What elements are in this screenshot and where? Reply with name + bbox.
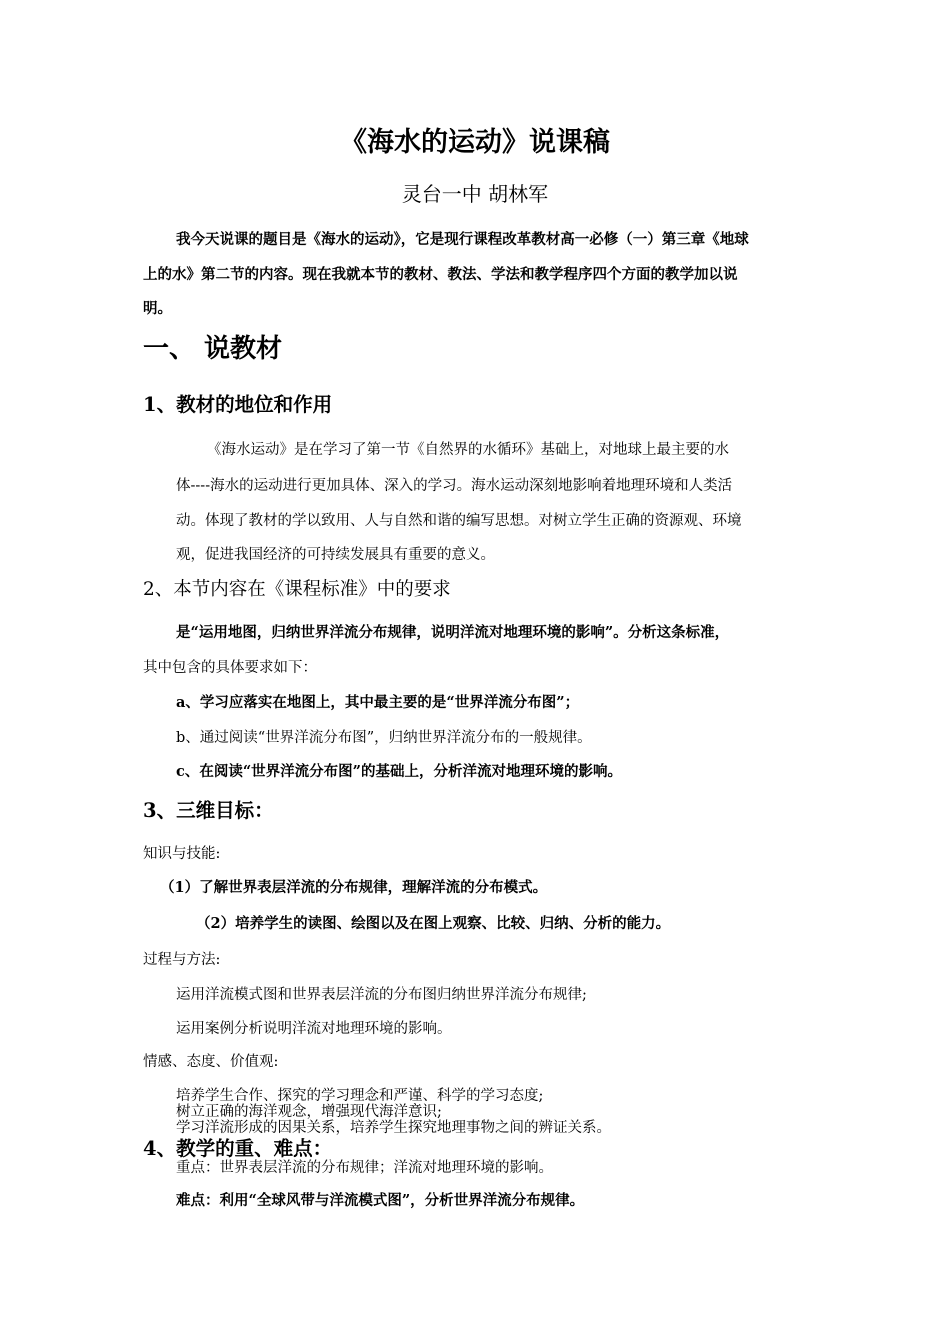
- goal-label: 情感、态度、价值观:: [143, 1054, 279, 1070]
- intro-line: 明。: [143, 300, 172, 317]
- paragraph-line: 其中包含的具体要求如下：: [143, 660, 317, 676]
- list-item: a、学习应落实在地图上，其中最主要的是“世界洋流分布图”；: [176, 694, 580, 711]
- paragraph-line: 观，促进我国经济的可持续发展具有重要的意义。: [176, 547, 495, 563]
- goal-item: 运用洋流模式图和世界表层洋流的分布图归纳世界洋流分布规律;: [176, 987, 587, 1003]
- subsection-heading: 3、三维目标：: [143, 799, 274, 822]
- list-item: c、在阅读“世界洋流分布图”的基础上，分析洋流对地理环境的影响。: [176, 763, 623, 780]
- difficult-point: 难点：利用“全球风带与洋流模式图”，分析世界洋流分布规律。: [176, 1192, 585, 1209]
- paragraph-line: 《海水运动》是在学习了第一节《自然界的水循环》基础上，对地球上最主要的水: [207, 442, 729, 458]
- subsection-heading: 2、本节内容在《课程标准》中的要求: [143, 579, 451, 600]
- paragraph-line: 动。体现了教材的学以致用、人与自然和谐的编写思想。对树立学生正确的资源观、环境: [176, 513, 742, 529]
- goal-item: 树立正确的海洋观念，增强现代海洋意识;: [176, 1104, 442, 1120]
- document-title: 《海水的运动》说课稿: [340, 127, 610, 158]
- paragraph-line: 是“运用地图，归纳世界洋流分布规律，说明洋流对地理环境的影响”。分析这条标准，: [176, 624, 730, 641]
- list-item: b、通过阅读“世界洋流分布图”，归纳世界洋流分布的一般规律。: [176, 730, 592, 746]
- goal-item: （2）培养学生的读图、绘图以及在图上观察、比较、归纳、分析的能力。: [196, 915, 671, 932]
- subsection-heading: 1、教材的地位和作用: [143, 393, 333, 416]
- paragraph-line: 体----海水的运动进行更加具体、深入的学习。海水运动深刻地影响着地理环境和人类活: [176, 478, 733, 494]
- section-heading: 一、 说教材: [143, 334, 283, 364]
- subsection-heading: 4、教学的重、难点：: [143, 1137, 333, 1160]
- goal-label: 过程与方法:: [143, 952, 221, 968]
- goal-label: 知识与技能:: [143, 846, 221, 862]
- author-line: 灵台一中 胡林军: [401, 182, 549, 206]
- intro-line: 上的水》第二节的内容。现在我就本节的教材、教法、学法和教学程序四个方面的教学加以说: [143, 266, 738, 283]
- goal-item: （1）了解世界表层洋流的分布规律，理解洋流的分布模式。: [160, 879, 548, 896]
- goal-item: 培养学生合作、探究的学习理念和严谨、科学的学习态度;: [176, 1088, 544, 1104]
- goal-item: 学习洋流形成的因果关系，培养学生探究地理事物之间的辨证关系。: [176, 1120, 611, 1136]
- key-point: 重点：世界表层洋流的分布规律；洋流对地理环境的影响。: [176, 1160, 553, 1176]
- goal-item: 运用案例分析说明洋流对地理环境的影响。: [176, 1021, 452, 1037]
- intro-line: 我今天说课的题目是《海水的运动》，它是现行课程改革教材高一必修（一）第三章《地球: [176, 231, 749, 248]
